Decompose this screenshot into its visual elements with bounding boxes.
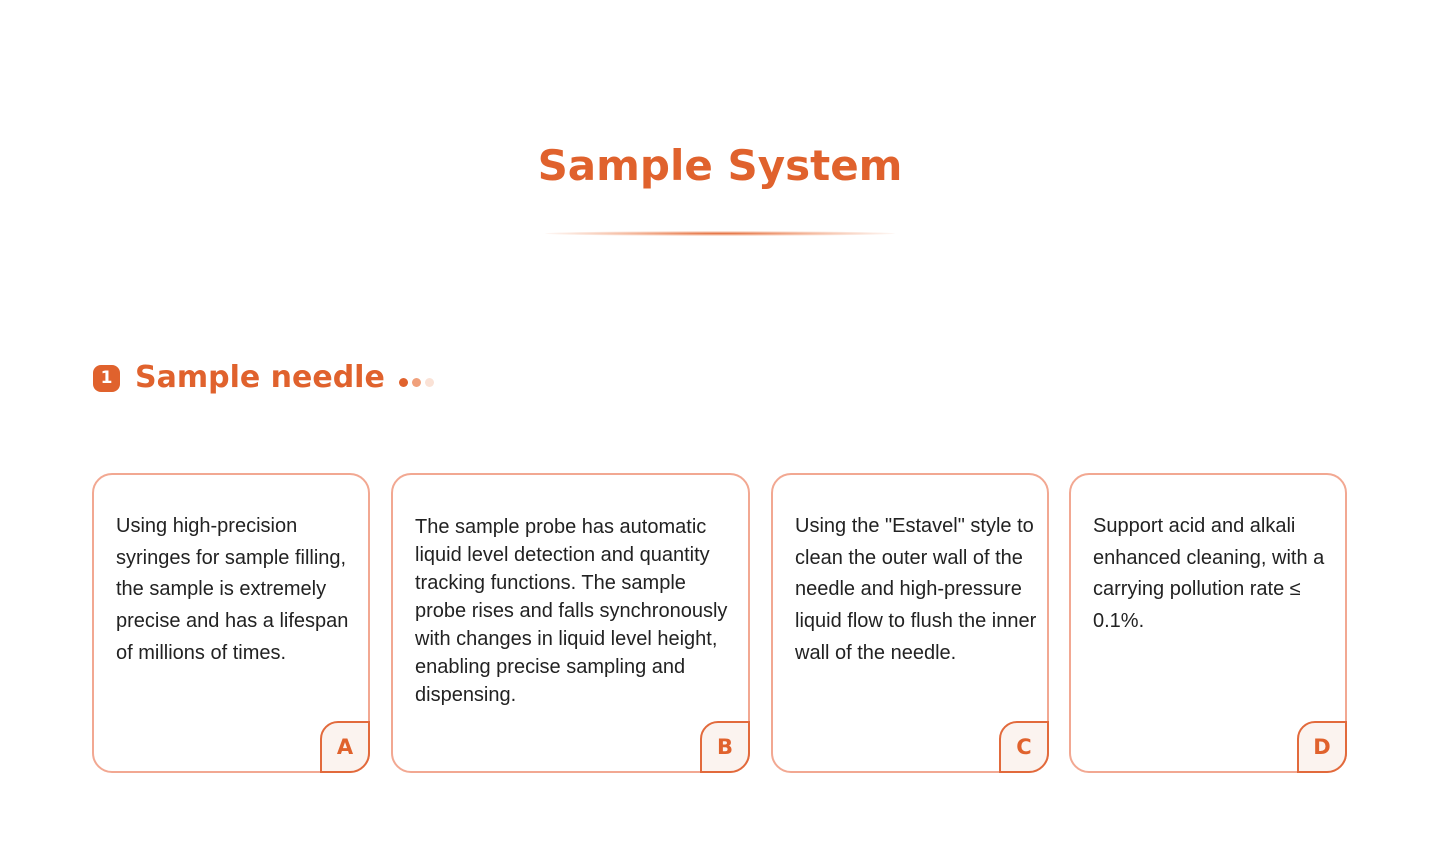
decorative-dots xyxy=(399,370,438,387)
feature-card-b xyxy=(391,473,750,773)
section-title: Sample needle xyxy=(135,360,385,395)
dot-icon xyxy=(399,378,408,387)
card-text: Support acid and alkali enhanced cleaning, with a carrying pollution rate ≤ 0.1%. xyxy=(1093,515,1325,633)
card-text: The sample probe has automatic liquid level detection and quantity tracking functions. The sample probe rises and falls synchronously with changes in liquid level height, enabling precise sampling and dispensing. xyxy=(415,516,728,706)
card-label: D xyxy=(1297,721,1347,773)
page-title: Sample System xyxy=(537,141,903,190)
dot-icon xyxy=(412,378,421,387)
card-label: C xyxy=(999,721,1049,773)
section-header xyxy=(93,358,438,398)
feature-card-a xyxy=(92,473,370,773)
card-text: Using the "Estavel" style to clean the outer wall of the needle and high-pressure liquid flow to flush the inner wall of the needle. xyxy=(795,515,1037,664)
card-text: Using high-precision syringes for sample filling, the sample is extremely precise and has a lifespan of millions of times. xyxy=(116,515,349,664)
section-number-badge: 1 xyxy=(93,365,120,392)
feature-card-c xyxy=(771,473,1049,773)
dot-icon xyxy=(425,378,434,387)
title-underline xyxy=(545,231,895,236)
card-label: B xyxy=(700,721,750,773)
feature-card-d xyxy=(1069,473,1347,773)
card-label: A xyxy=(320,721,370,773)
